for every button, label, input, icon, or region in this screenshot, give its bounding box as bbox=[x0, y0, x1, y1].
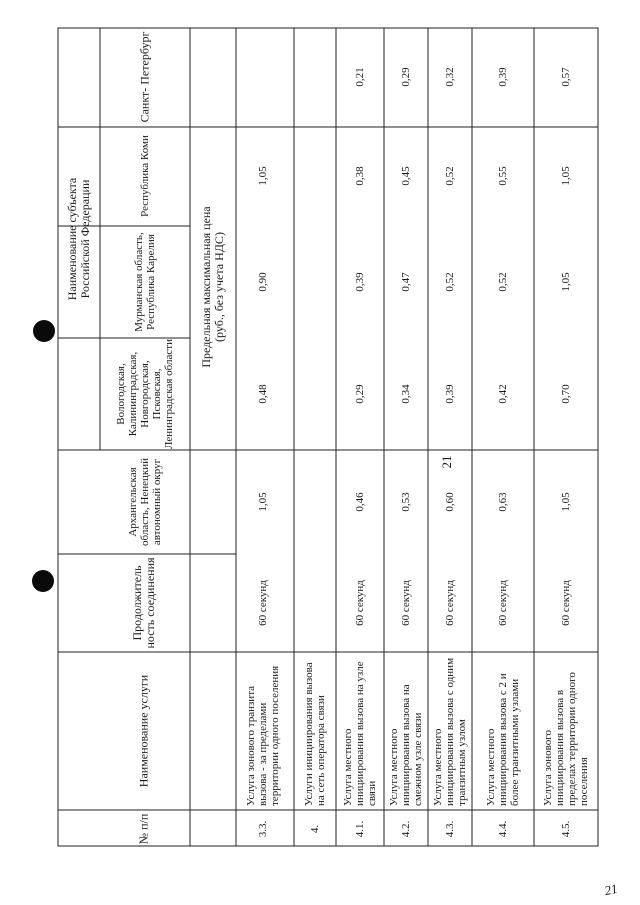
row-4-1-price-4: 0,38 bbox=[354, 166, 366, 186]
row-4-2-price-5: 0,29 bbox=[400, 67, 412, 87]
row-4-4-price-4: 0,55 bbox=[497, 166, 509, 186]
row-3-3-price-2: 0,48 bbox=[257, 384, 269, 404]
header-region-group: Наименование субъекта Российской Федерации bbox=[65, 177, 92, 301]
header-region-5: Санкт- Петербург bbox=[137, 31, 152, 123]
handwritten-mark: 21 bbox=[602, 880, 619, 899]
row-4-2-duration: 60 секунд bbox=[400, 580, 412, 626]
row-4-4-service: Услуга местного инициирования вызова с 2 и более транзитными узлами bbox=[485, 673, 521, 806]
row-4-4-duration: 60 секунд bbox=[497, 580, 509, 626]
row-4-3-price-4: 0,52 bbox=[444, 166, 456, 186]
row-4-5-service: Услуга зонового инициирования вызова в пределах территории одного поселения bbox=[542, 672, 590, 806]
row-4-3-service: Услуга местного инициирования вызова с одним транзитным узлом bbox=[432, 657, 468, 806]
row-4-3-price-3: 0,52 bbox=[444, 272, 456, 292]
row-3-3-price-3: 0,90 bbox=[257, 272, 269, 292]
row-4-1-service: Услуга местного инициирования вызова на узле связи bbox=[342, 661, 378, 806]
row-4-2-service: Услуга местного инициирования вызова на смежном узле связи bbox=[388, 684, 424, 806]
row-4-5-duration: 60 секунд bbox=[560, 580, 572, 626]
row-4-4-price-2: 0,42 bbox=[497, 384, 509, 404]
header-duration: Продолжитель ность соединения bbox=[130, 557, 157, 649]
row-4-1-price-5: 0,21 bbox=[354, 67, 366, 87]
row-4-4-num: 4.4. bbox=[497, 820, 509, 838]
row-4-5-price-2: 0,70 bbox=[560, 384, 572, 404]
header-price-note: Предельная максимальная цена (руб., без учета НДС) bbox=[199, 206, 226, 368]
row-4-1-duration: 60 секунд bbox=[354, 580, 366, 626]
header-region-3: Мурманская область, Республика Карелия bbox=[133, 232, 157, 332]
row-4-1-price-3: 0,39 bbox=[354, 272, 366, 292]
row-4-1-price-2: 0,29 bbox=[354, 384, 366, 404]
row-4-num: 4. bbox=[309, 824, 321, 834]
row-3-3-price-4: 1,05 bbox=[257, 166, 269, 186]
row-4-2-num: 4.2. bbox=[400, 820, 412, 838]
row-4-1-num: 4.1. bbox=[354, 820, 366, 838]
header-region-4: Республика Коми bbox=[139, 135, 151, 217]
row-4-2-price-4: 0,45 bbox=[400, 166, 412, 186]
header-num: № п/п bbox=[136, 813, 151, 845]
row-3-3-num: 3.3. bbox=[257, 820, 269, 838]
row-4-5-price-5: 0,57 bbox=[560, 67, 572, 87]
row-4-3-num: 4.3. bbox=[444, 820, 456, 838]
row-4-3-price-2: 0,39 bbox=[444, 384, 456, 404]
row-4-2-price-1: 0,53 bbox=[400, 492, 412, 512]
row-4-4-price-1: 0,63 bbox=[497, 492, 509, 512]
row-4-1-price-1: 0,46 bbox=[354, 492, 366, 512]
header-service: Наименование услуги bbox=[136, 674, 151, 788]
row-4-3-price-5: 0,32 bbox=[444, 67, 456, 87]
page-number: 21 bbox=[439, 455, 454, 469]
row-4-5-price-3: 1,05 bbox=[560, 272, 572, 292]
row-4-5-price-4: 1,05 bbox=[560, 166, 572, 186]
row-4-3-price-1: 0,60 bbox=[444, 492, 456, 512]
header-region-1: Архангельская область, Ненецкий автономный округ bbox=[127, 458, 163, 546]
row-4-3-duration: 60 секунд bbox=[444, 580, 456, 626]
row-4-4-price-5: 0,39 bbox=[497, 67, 509, 87]
row-4-2-price-2: 0,34 bbox=[400, 384, 412, 404]
row-4-service: Услуги инициирования вызова на сеть оператора связи bbox=[303, 662, 327, 806]
row-4-2-price-3: 0,47 bbox=[400, 272, 412, 292]
row-3-3-duration: 60 секунд bbox=[257, 580, 269, 626]
row-3-3-price-1: 1,05 bbox=[257, 492, 269, 512]
row-4-5-price-1: 1,05 bbox=[560, 492, 572, 512]
row-4-5-num: 4.5. bbox=[560, 820, 572, 838]
row-3-3-service: Услуга зонового транзита вызова - за пределами территории одного поселения bbox=[245, 665, 281, 806]
row-4-4-price-3: 0,52 bbox=[497, 272, 509, 292]
header-region-2: Вологодская, Калининградская, Новгородская, Псковская, Ленинградская области bbox=[115, 339, 175, 449]
